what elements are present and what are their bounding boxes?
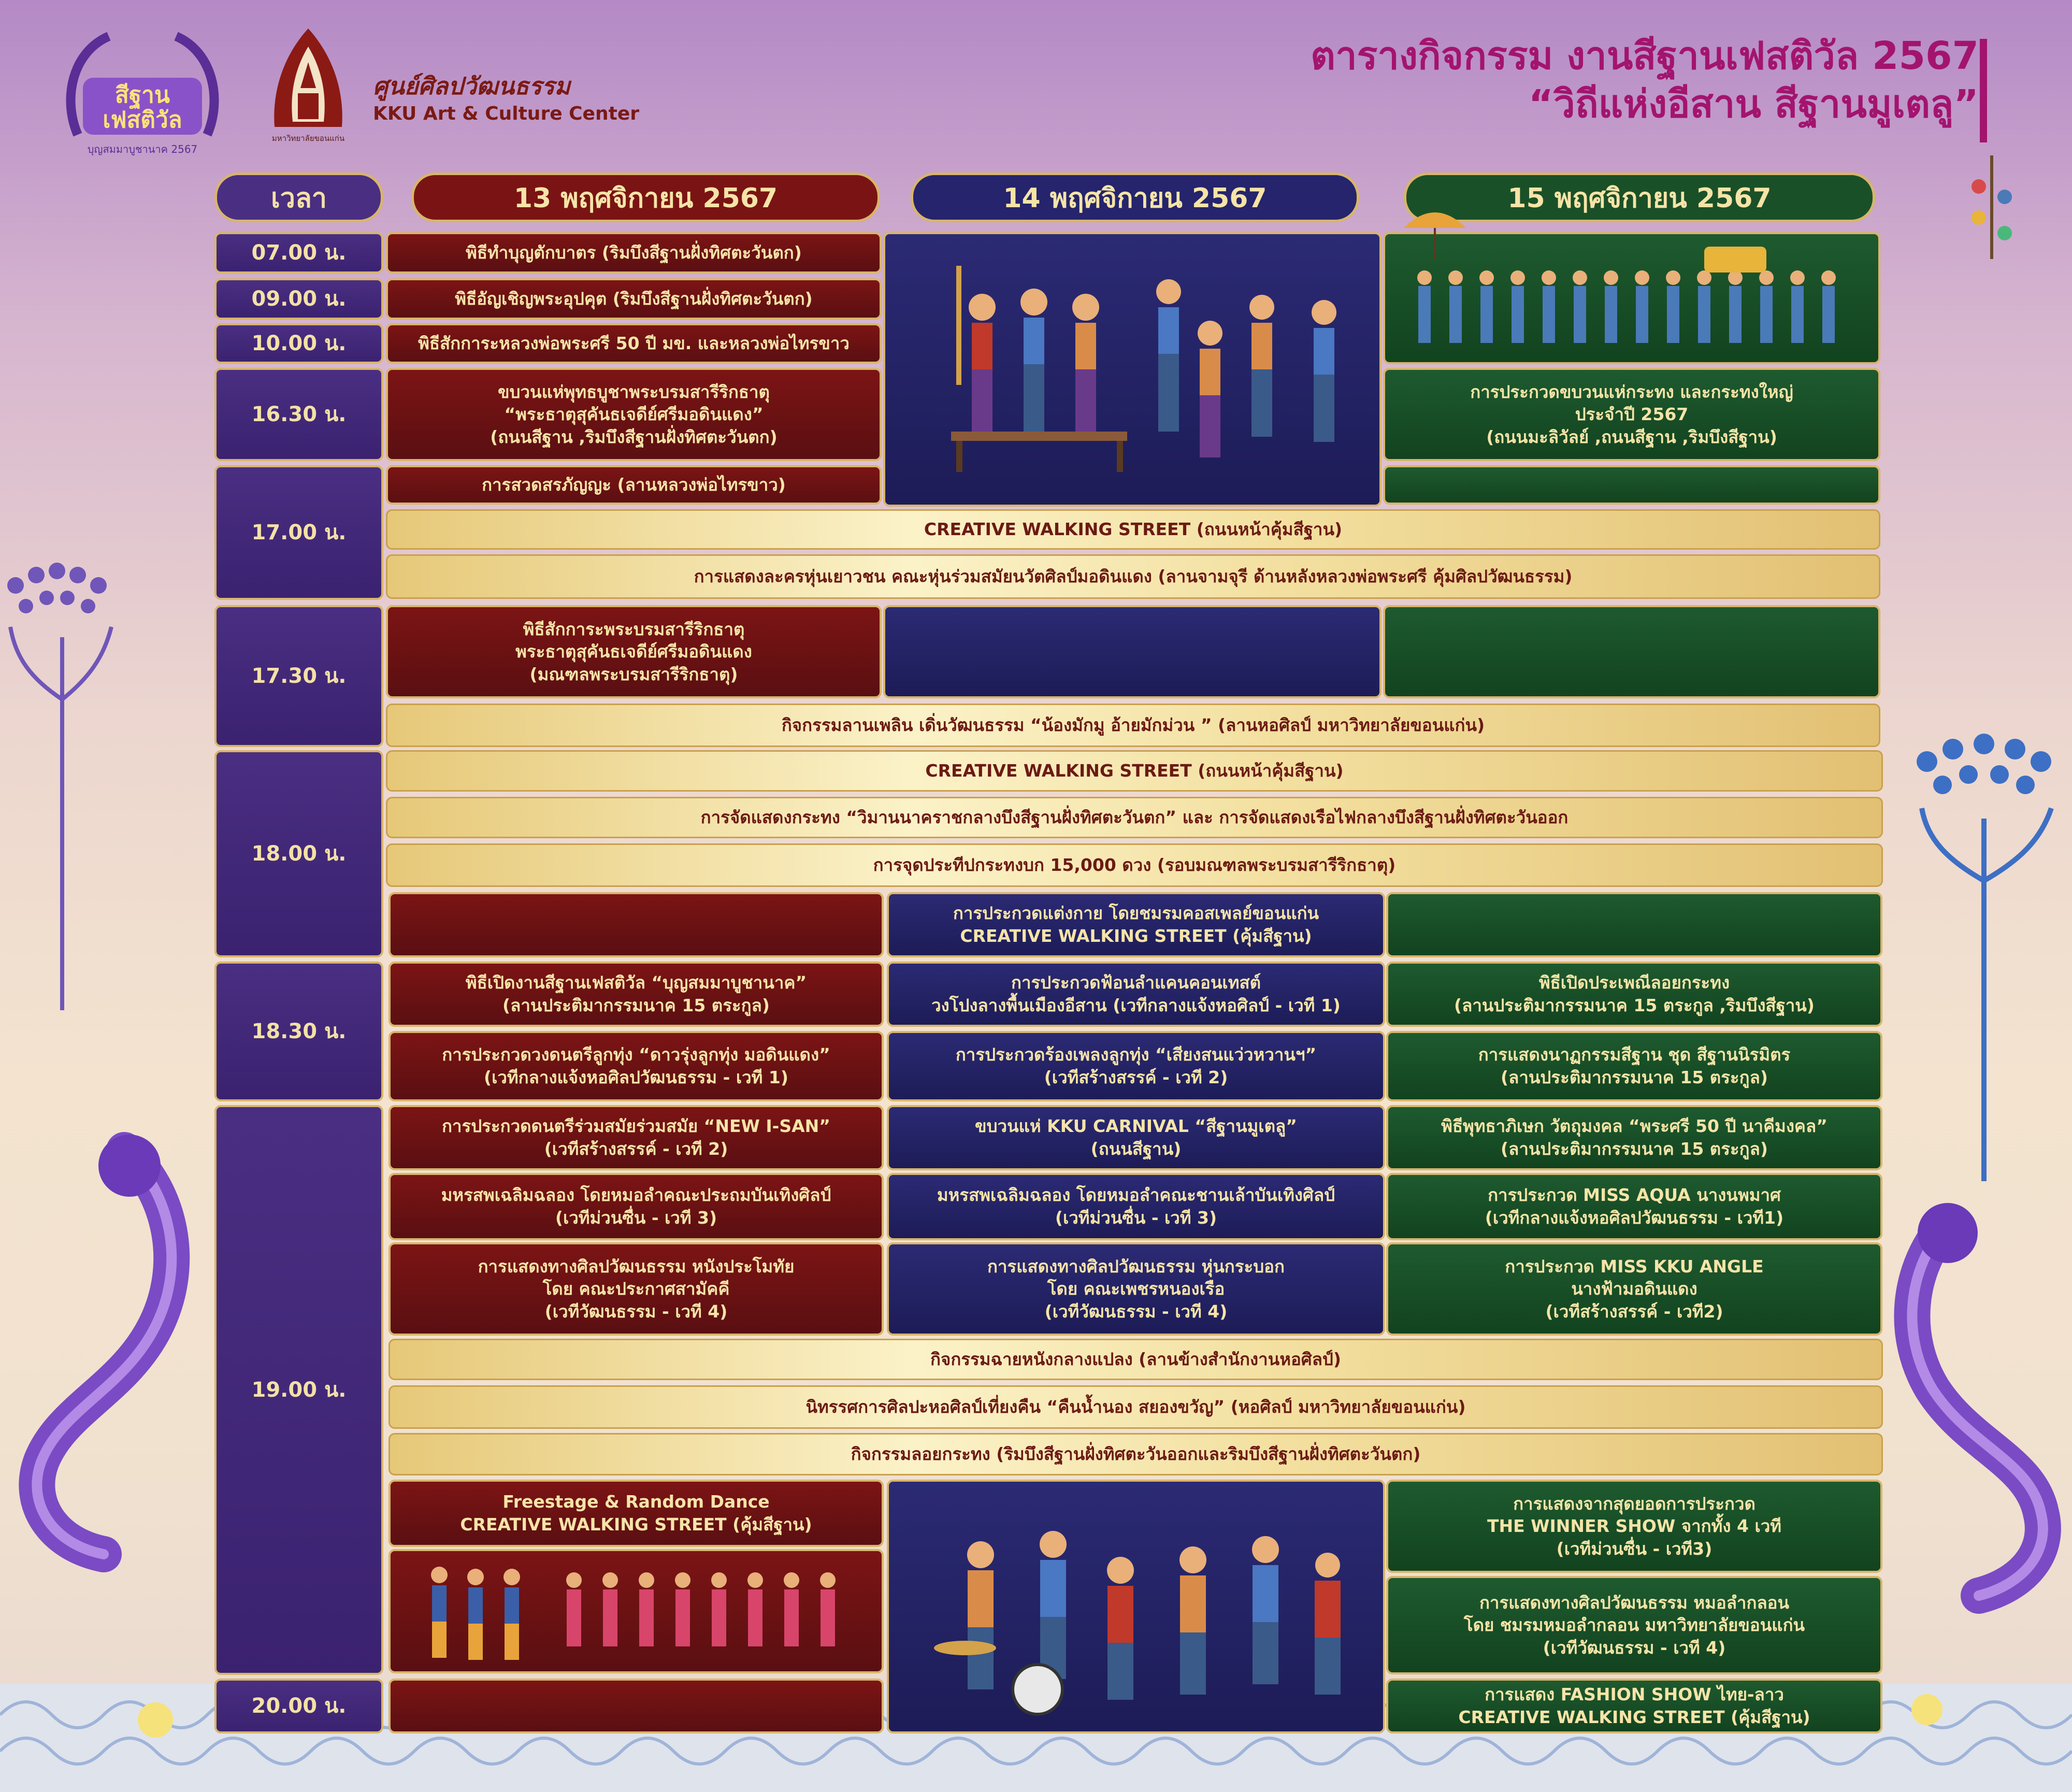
event-text: (ลานประติมากรรมนาค 15 ตระกูล ,ริมบึงสีฐาน): [1454, 995, 1815, 1015]
event-text: มหรสพเฉลิมฉลอง โดยหมอลำคณะชานเล้าบันเทิงศิลป์: [937, 1185, 1335, 1206]
time-label: 18.30 น.: [251, 1019, 347, 1043]
event-text: การประกวด MISS AQUA นางนพมาศ: [1488, 1185, 1781, 1206]
shared-event-1700b: [386, 554, 1880, 599]
event-text: นิทรรศการศิลปะหอศิลป์เที่ยงคืน “คืนน้ำนอง สยองขวัญ” (หอศิลป์ มหาวิทยาลัยขอนแก่น): [805, 1397, 1466, 1417]
day3-event-2000: [1386, 1679, 1882, 1733]
day3-event-1730-empty: [1383, 605, 1880, 698]
event-text: พิธีพุทธาภิเษก วัตถุมงคล “พระศรี 50 ปี นาคีมงคล”: [1441, 1116, 1828, 1137]
event-text: (ถนนสีฐาน ,ริมบึงสีฐานฝั่งทิศตะวันตก): [490, 426, 778, 447]
music-band-illustration-icon: [903, 1493, 1369, 1721]
event-text: (เวทีวัฒนธรรม - เวที 4): [1044, 1301, 1228, 1322]
day2-event-1900a: [887, 1105, 1385, 1170]
event-text: (ลานประติมากรรมนาค 15 ตระกูล): [1501, 1139, 1768, 1159]
day3-event-1900b: [1386, 1173, 1882, 1240]
event-text: การประกวดแต่งกาย โดยชมรมคอสเพลย์ขอนแก่น: [953, 903, 1319, 924]
center-logo-eng: KKU Art & Culture Center: [373, 103, 639, 124]
art-culture-center-logo: [373, 67, 642, 130]
naga-left-decoration: [0, 1129, 228, 1596]
day1-event-1900a: [388, 1105, 884, 1170]
event-text: การแสดงจากสุดยอดการประกวด: [1513, 1493, 1756, 1514]
day1-event-1830a: [388, 962, 884, 1027]
shared-event-1800b: [386, 797, 1883, 838]
event-text: การประกวดวงดนตรีลูกทุ่ง “ดาวรุ่งลูกทุ่ง มอดินแดง”: [442, 1044, 830, 1065]
day2-event-1730-empty: [883, 605, 1382, 698]
event-text: ขบวนแห่ KKU CARNIVAL “สีฐานมูเตลู”: [975, 1116, 1297, 1137]
shared-event-1700a: [386, 509, 1880, 550]
day1-event-0700: [386, 232, 882, 274]
event-text: (ลานประติมากรรมนาค 15 ตระกูล): [502, 995, 770, 1015]
day1-event-1900d: [388, 1480, 884, 1547]
day3-event-1830a: [1386, 962, 1882, 1027]
time-0700: [214, 232, 383, 274]
header-day3-label: 15 พฤศจิกายน 2567: [1507, 182, 1772, 214]
time-label: 16.30 น.: [251, 402, 347, 426]
event-text: พิธีทำบุญตักบาตร (ริมบึงสีฐานฝั่งทิศตะวันตก): [466, 242, 802, 263]
event-text: พิธีอัญเชิญพระอุปคุต (ริมบึงสีฐานฝั่งทิศตะวันตก): [455, 289, 813, 309]
event-text: การประกวดดนตรีร่วมสมัยร่วมสมัย “NEW I-SAN”: [441, 1116, 830, 1137]
time-label: 18.00 น.: [251, 841, 347, 866]
event-text: (เวทีวัฒนธรรม - เวที 4): [544, 1301, 728, 1322]
shared-event-1800a: [386, 750, 1883, 792]
header-day3: [1404, 173, 1875, 222]
header-day1-label: 13 พฤศจิกายน 2567: [513, 182, 778, 214]
event-text: (เวทีกลางแจ้งหอศิลปวัฒนธรรม - เวที 1): [484, 1067, 788, 1087]
event-text: การแสดงละครหุ่นเยาวชน คณะหุ่นร่วมสมัยนวัตศิลป์มอดินแดง (ลานจามจุรี ด้านหลังหลวงพ่อพระศรี คุ้มศิลปวัฒนธรรม): [694, 566, 1573, 587]
event-text: การแสดงทางศิลปวัฒนธรรม หมอลำกลอน: [1479, 1592, 1790, 1613]
header-time-label: เวลา: [270, 182, 327, 214]
day2-event-1830a: [887, 962, 1385, 1027]
shared-event-1800c: [386, 843, 1883, 887]
event-text: (เวทีม่วนซื่น - เวที 3): [1055, 1208, 1217, 1228]
event-text: ประจำปี 2567: [1575, 404, 1689, 425]
event-text: “พระธาตุสุคันธเจดีย์ศรีมอดินแดง”: [504, 404, 764, 425]
header-time: [214, 173, 383, 222]
event-text: (เวทีสร้างสรรค์ - เวที2): [1545, 1301, 1723, 1322]
time-1800: [214, 750, 383, 957]
event-text: Freestage & Random Dance: [502, 1492, 770, 1512]
day2-band-illustration: [887, 1480, 1385, 1733]
event-text: การประกวดร้องเพลงลูกทุ่ง “เสียงสนแว่วหวานฯ”: [955, 1044, 1317, 1065]
event-text: การประกวดฟ้อนลำแคนคอนเทสต์: [1011, 972, 1261, 993]
day1-event-0900: [386, 278, 882, 320]
time-label: 10.00 น.: [251, 331, 347, 355]
title-line-1: ตารางกิจกรรม งานสีฐานเฟสติวัล 2567: [1311, 34, 1979, 78]
time-label: 17.30 น.: [251, 664, 347, 688]
event-text: พระธาตุสุคันธเจดีย์ศรีมอดินแดง: [515, 641, 752, 662]
event-text: กิจกรรมลานเพลิน เดิ่นวัฒนธรรม “น้องมักมู อ้ายมักม่วน ” (ลานหอศิลป์ มหาวิทยาลัยขอนแก่น): [781, 715, 1485, 736]
day1-event-1900b: [388, 1173, 884, 1240]
day2-event-1900b: [887, 1173, 1385, 1240]
event-text: โดย คณะประกาศสามัคคี: [542, 1279, 730, 1299]
day3-event-1630: [1383, 368, 1880, 461]
event-text: (เวทีม่วนซื่น - เวที3): [1556, 1538, 1713, 1559]
event-text: THE WINNER SHOW จากทั้ง 4 เวที: [1487, 1516, 1782, 1537]
event-text: (ถนนมะลิวัลย์ ,ถนนสีฐาน ,ริมบึงสีฐาน): [1486, 426, 1777, 447]
event-text: (มณฑลพระบรมสารีริกธาตุ): [529, 664, 738, 684]
day2-event-1900c: [887, 1242, 1385, 1336]
event-text: พิธีสักการะพระบรมสารีริกธาตุ: [523, 619, 745, 639]
event-text: การแสดงทางศิลปวัฒนธรรม หุ่นกระบอก: [987, 1256, 1285, 1277]
banner-decoration-icon: [1963, 155, 2020, 259]
event-text: (เวทีสร้างสรรค์ - เวที 2): [544, 1139, 728, 1159]
time-label: 17.00 น.: [251, 520, 347, 544]
title-accent-bar: [1980, 39, 1987, 142]
kku-logo-text: มหาวิทยาลัยขอนแก่น: [271, 134, 345, 143]
day1-event-2000-empty: [388, 1679, 884, 1733]
time-1700: [214, 465, 383, 600]
day3-event-1900d: [1386, 1480, 1882, 1573]
time-0900: [214, 278, 383, 320]
event-text: มหรสพเฉลิมฉลอง โดยหมอลำคณะประถมบันเทิงศิลป์: [441, 1185, 831, 1206]
event-text: นางฟ้ามอดินแดง: [1571, 1279, 1697, 1299]
center-logo-thai: ศูนย์ศิลปวัฒนธรรม: [373, 72, 570, 100]
shared-event-1900c: [388, 1433, 1883, 1475]
event-text: การประกวด MISS KKU ANGLE: [1505, 1256, 1764, 1277]
festival-logo-subtitle: บุญสมมาบูชานาค 2567: [87, 143, 198, 155]
time-1000: [214, 323, 383, 364]
event-text: กิจกรรมฉายหนังกลางแปลง (ลานข้างสำนักงานหอศิลป์): [930, 1349, 1341, 1370]
time-1900: [214, 1105, 383, 1675]
day1-event-1900c: [388, 1242, 884, 1336]
day3-event-1830b: [1386, 1031, 1882, 1101]
event-text: CREATIVE WALKING STREET (คุ้มสีฐาน): [960, 926, 1312, 946]
event-text: การแสดง FASHION SHOW ไทย-ลาว: [1485, 1684, 1784, 1705]
day1-event-1830b: [388, 1031, 884, 1101]
event-text: CREATIVE WALKING STREET (คุ้มสีฐาน): [1458, 1707, 1810, 1727]
event-text: (ลานประติมากรรมนาค 15 ตระกูล): [1501, 1067, 1768, 1087]
tree-decoration-right: [1896, 715, 2072, 1181]
day1-event-1730: [386, 605, 882, 698]
event-text: (ถนนสีฐาน): [1090, 1139, 1182, 1159]
event-text: การจัดแสดงกระทง “วิมานนาคราชกลางบึงสีฐานฝั่งทิศตะวันตก” และ การจัดแสดงเรือไฟกลางบึงสีฐานฝั่งทิศตะวันออก: [700, 807, 1569, 828]
time-1630: [214, 368, 383, 461]
page-title: [1311, 32, 1979, 128]
day2-event-1830b: [887, 1031, 1385, 1101]
day1-event-1800-empty: [388, 892, 884, 957]
event-text: พิธีสักการะหลวงพ่อพระศรี 50 ปี มข. และหลวงพ่อไทรขาว: [418, 333, 850, 354]
time-label: 19.00 น.: [251, 1378, 347, 1402]
time-label: 20.00 น.: [251, 1694, 347, 1718]
event-text: การแสดงนาฏกรรมสีฐาน ชุด สีฐานนิรมิตร: [1478, 1044, 1791, 1065]
event-text: (เวทีสร้างสรรค์ - เวที 2): [1044, 1067, 1228, 1087]
title-line-2: “วิถีแห่งอีสาน สีฐานมูเตลู”: [1528, 81, 1979, 126]
shared-event-1730: [386, 704, 1880, 747]
day2-dance-illustration: [883, 232, 1382, 507]
event-text: โดย คณะเพชรหนองเรือ: [1047, 1279, 1225, 1299]
time-label: 09.00 น.: [251, 286, 347, 311]
tree-decoration-left: [0, 544, 124, 1010]
event-text: พิธีเปิดประเพณีลอยกระทง: [1538, 972, 1730, 993]
day1-event-1630: [386, 368, 882, 461]
event-text: วงโปงลางพื้นเมืองอีสาน (เวทีกลางแจ้งหอศิลป์ - เวที 1): [931, 995, 1341, 1015]
event-text: การสวดสรภัญญะ (ลานหลวงพ่อไทรขาว): [482, 475, 786, 495]
time-1830: [214, 962, 383, 1101]
event-text: ขบวนแห่พุทธบูชาพระบรมสารีริกธาตุ: [498, 381, 770, 402]
header-day1: [411, 173, 880, 222]
kku-logo: [262, 26, 355, 145]
time-label: 07.00 น.: [251, 240, 347, 265]
day1-event-1700: [386, 465, 882, 505]
dancers-illustration-icon: [403, 1554, 869, 1668]
event-text: พิธีเปิดงานสีฐานเฟสติวัล “บุญสมมาบูชานาค”: [465, 972, 807, 993]
event-text: การประกวดขบวนแห่กระทง และกระทงใหญ่: [1470, 381, 1793, 402]
event-text: (เวทีกลางแจ้งหอศิลปวัฒนธรรม - เวที1): [1485, 1208, 1784, 1228]
day3-event-1900c: [1386, 1242, 1882, 1336]
header-day2-label: 14 พฤศจิกายน 2567: [1003, 182, 1267, 214]
header-day2: [911, 173, 1359, 222]
event-text: โดย ชมรมหมอลำกลอน มหาวิทยาลัยขอนแก่น: [1463, 1615, 1805, 1636]
event-text: CREATIVE WALKING STREET (ถนนหน้าคุ้มสีฐาน): [925, 761, 1344, 781]
day1-event-1000: [386, 323, 882, 364]
time-2000: [214, 1679, 383, 1733]
event-text: การจุดประทีปกระทงบก 15,000 ดวง (รอบมณฑลพระบรมสารีริกธาตุ): [873, 855, 1396, 876]
naga-right-decoration: [1886, 1192, 2072, 1616]
day3-event-1800-empty: [1386, 892, 1882, 957]
day1-dancers-illustration: [388, 1549, 884, 1673]
event-text: CREATIVE WALKING STREET (คุ้มสีฐาน): [460, 1514, 812, 1535]
festival-logo: [57, 21, 228, 161]
event-text: การแสดงทางศิลปวัฒนธรรม หนังประโมทัย: [478, 1256, 795, 1277]
temple-logo-icon: [262, 26, 355, 130]
day3-event-1700-empty: [1383, 465, 1880, 505]
event-text: (เวทีม่วนซื่น - เวที 3): [555, 1208, 717, 1228]
event-text: กิจกรรมลอยกระทง (ริมบึงสีฐานฝั่งทิศตะวันออกและริมบึงสีฐานฝั่งทิศตะวันตก): [851, 1444, 1421, 1465]
day2-event-1800: [887, 892, 1385, 957]
event-text: (เวทีวัฒนธรรม - เวที 4): [1543, 1637, 1726, 1658]
time-1730: [214, 605, 383, 747]
folk-dance-illustration-icon: [899, 245, 1365, 494]
day3-event-1900e: [1386, 1576, 1882, 1674]
event-text: CREATIVE WALKING STREET (ถนนหน้าคุ้มสีฐาน): [924, 519, 1343, 540]
shared-event-1900b: [388, 1385, 1883, 1429]
umbrella-decoration-icon: [1399, 197, 1471, 259]
shared-event-1900a: [388, 1339, 1883, 1380]
festival-logo-text: สีฐาน เฟสติวัล: [103, 82, 182, 134]
day3-event-1900a: [1386, 1105, 1882, 1170]
